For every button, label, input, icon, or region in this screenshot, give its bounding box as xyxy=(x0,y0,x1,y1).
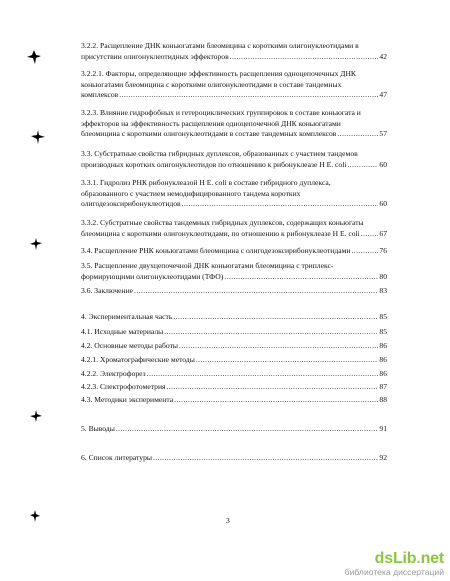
toc-entry xyxy=(81,246,387,257)
toc-page-number: 86 xyxy=(379,355,387,364)
toc-page-number: 92 xyxy=(379,453,387,462)
toc-entry xyxy=(81,261,387,282)
toc-entry-title: формирующими олигонуклеотидами (ТФО) xyxy=(81,271,224,281)
toc-entry xyxy=(81,355,387,366)
toc-entry xyxy=(81,395,387,406)
toc-entry-line: эффекторов на эффективность расщепления одноцепочечной ДНК коньюгатами xyxy=(81,118,341,128)
toc-page-number: 88 xyxy=(379,395,387,404)
toc-entry-title: 4.2.2. Электрофорез xyxy=(81,369,146,378)
toc-entry xyxy=(81,69,387,101)
toc-entry-title: олигодезоксирибонуклеотидов xyxy=(81,199,181,209)
toc-entry xyxy=(81,327,387,338)
toc-entry xyxy=(81,178,387,210)
toc-page-number: 86 xyxy=(379,369,387,378)
toc-entry-line: 3.3.2. Субстратные свойства тандемных гибридных дуплексов, содержащих коньюгаты xyxy=(81,218,364,227)
toc-entry-line: 3.2.2. Расщепление ДНК коньюгатами блеомицина с короткими олигонуклеотидами в xyxy=(81,41,359,50)
toc-entry xyxy=(81,108,387,140)
toc-entry xyxy=(81,341,387,352)
toc-entry xyxy=(81,369,387,380)
toc-entry-title: производных коротких олигонуклеотидов по отношению к рибонуклеазе H E. coli xyxy=(81,159,347,169)
toc-entry-title: 6. Список литературы xyxy=(81,453,152,462)
toc-page-number: 47 xyxy=(379,90,387,100)
toc-entry-line: 3.3.1. Гидролиз РНК рибонуклеазой H E. coli в составе гибридного дуплекса, xyxy=(81,178,331,187)
toc-entry-title: 3.6. Заключение xyxy=(81,286,134,295)
toc-entry xyxy=(81,41,387,62)
scan-mark-icon xyxy=(27,50,41,64)
toc-entry xyxy=(81,218,387,239)
toc-entry-line: 3.2.2.1. Факторы, определяющие эффективность расщепления одноцепочечных ДНК xyxy=(81,69,356,78)
toc-entry-line: 3.3. Субстратные свойства гибридных дуплексов, образованных с участием тандемов xyxy=(81,149,358,158)
toc-entry xyxy=(81,424,387,435)
toc-entry-line: коньюгатами блеомицина с короткими олигонуклеотидами в составе тандемных xyxy=(81,79,342,89)
watermark-logo: dsLib.net xyxy=(374,550,444,567)
scan-mark-icon xyxy=(30,238,42,250)
toc-page-number: 42 xyxy=(379,51,387,61)
toc-page-number: 57 xyxy=(379,129,387,139)
watermark-subtitle: библиотека диссертаций xyxy=(344,567,444,577)
scan-mark-icon xyxy=(30,410,42,422)
scan-mark-icon xyxy=(30,510,40,522)
toc-entry-line: 3.2.3. Влияние гидрофобных и гетероциклических группировок в составе коньюгата и xyxy=(81,108,361,117)
toc-entry xyxy=(81,382,387,393)
toc-entry-title: комплексов xyxy=(81,90,119,100)
toc-entry-title: 3.4. Расщепление РНК коньюгатами блеомицина с олигодезоксирибонуклеотидами xyxy=(81,246,351,255)
toc-entry-title: блеомицина с короткими олигонуклеотидами в составе тандемных комплексов xyxy=(81,129,337,139)
toc-page-number: 86 xyxy=(379,341,387,350)
toc-page-number: 80 xyxy=(379,271,387,281)
watermark xyxy=(324,550,444,577)
toc-entry-title: 4.3. Методики эксперимента xyxy=(81,395,174,404)
toc-page-number: 76 xyxy=(379,246,387,255)
toc-entry-title: 5. Выводы xyxy=(81,424,115,433)
toc-entry xyxy=(81,453,387,464)
toc-entry-line: 3.5. Расщепление двухцепочечной ДНК коньюгатами блеомицина с триплекс- xyxy=(81,261,334,270)
toc-entry-title: присутствии олигонуклеотидных эффекторов xyxy=(81,51,229,61)
toc-entry-title: 4.2.1. Хроматографические методы xyxy=(81,355,195,364)
toc-entry-title: 4.1. Исходные материалы xyxy=(81,327,164,336)
toc-entry-line: образованного с участием немодифицированного тандема коротких xyxy=(81,188,301,198)
toc-page-number: 87 xyxy=(379,382,387,391)
scan-mark-icon xyxy=(31,130,45,144)
toc-entry xyxy=(81,149,387,170)
toc-page-number: 83 xyxy=(379,286,387,295)
toc-entry xyxy=(81,286,387,297)
toc-page-number: 67 xyxy=(379,228,387,238)
toc-page-number: 91 xyxy=(379,424,387,433)
toc-entry-title: 4. Экспериментальная часть xyxy=(81,312,173,321)
toc-page-number: 85 xyxy=(379,312,387,321)
toc-page-number: 60 xyxy=(379,199,387,209)
toc-page-number: 60 xyxy=(379,159,387,169)
toc-entry-title: блеомицина с короткими олигонуклеотидами, по отношению к рибонуклеазе H E. coli xyxy=(81,228,360,238)
toc-entry-title: 4.2. Основные методы работы xyxy=(81,341,179,350)
toc-entry xyxy=(81,312,387,323)
page-number: 3 xyxy=(226,516,230,525)
toc-entry-title: 4.2.3. Спектрофотометрия xyxy=(81,382,166,391)
toc-page-number: 85 xyxy=(379,327,387,336)
